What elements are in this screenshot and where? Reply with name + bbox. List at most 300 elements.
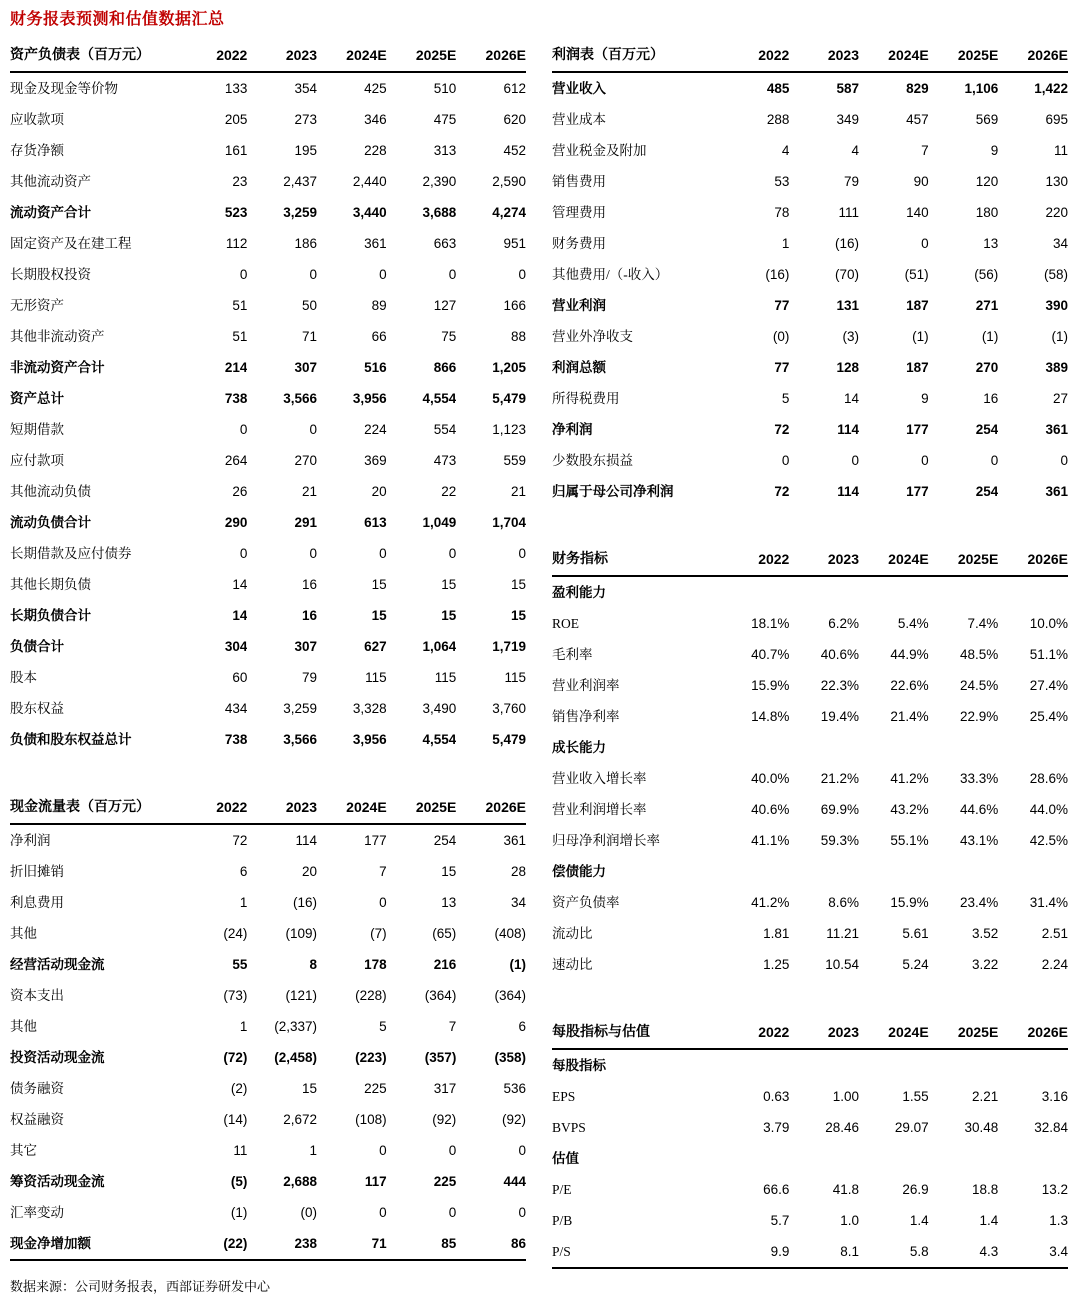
cell-value: 0 [448,1205,457,1220]
cell-value: 1.25 [763,957,790,972]
table-title: 财务指标 [552,544,720,576]
cell-value: 2.24 [1041,957,1068,972]
row-label: 营业收入 [552,81,606,96]
row-label: 其他费用/（-收入） [552,267,669,282]
row-label: 其他非流动资产 [10,329,105,344]
cell-value: 3,259 [283,205,317,220]
cell-value: 254 [975,422,999,437]
cell-value: 40.6% [820,647,859,662]
cell-value: 434 [224,701,248,716]
cell-value: 14 [232,608,248,623]
cell-value: 346 [364,112,387,127]
year-header: 2022 [178,40,248,72]
cell-value: 55.1% [890,833,929,848]
row-label: 其他流动负债 [10,484,91,499]
row-label: ROE [552,616,579,631]
cell-value: 13.2 [1041,1182,1068,1197]
year-header: 2024E [859,1017,929,1049]
cell-value: 4 [851,143,859,158]
table-columns [10,40,1068,1269]
cell-value: 0 [239,422,248,437]
cell-value [929,1143,999,1174]
cell-value: 9 [990,143,999,158]
cell-value: 612 [503,81,526,96]
table-row [552,259,1068,290]
cell-value: 131 [836,298,859,313]
cell-value: 11 [233,1143,248,1158]
year-header: 2024E [859,40,929,72]
table-row [10,166,526,197]
table-row [10,383,526,414]
cell-value: 738 [224,732,248,747]
cell-value: (7) [370,926,387,941]
table-row [552,887,1068,918]
table-income [552,40,1068,507]
cell-value: 4 [781,143,790,158]
cell-value: (92) [501,1112,526,1127]
table-row [10,569,526,600]
cell-value: 0 [781,453,790,468]
cell-value: 288 [766,112,790,127]
cell-value: 1.81 [763,926,790,941]
cell-value: 1,205 [492,360,526,375]
row-label: 股东权益 [10,701,64,716]
cell-value: 90 [913,174,929,189]
cell-value: 51 [232,329,248,344]
cell-value: 1,123 [492,422,526,437]
table-header-row [552,544,1068,576]
cell-value: 120 [975,174,999,189]
cell-value: 2.51 [1041,926,1068,941]
row-label: 其他长期负债 [10,577,91,592]
row-label: 流动资产合计 [10,205,91,220]
table-row [10,824,526,856]
cell-value: 6.2% [828,616,859,631]
cell-value: (1) [981,329,999,344]
cell-value: 2,440 [352,174,387,189]
cell-value: 224 [364,422,387,437]
cell-value: 40.7% [751,647,790,662]
cell-value: 0 [239,546,248,561]
cell-value: 425 [364,81,387,96]
cell-value: 3,566 [283,732,317,747]
cell-value [929,1049,999,1081]
table-row [10,321,526,352]
cell-value: 166 [503,298,526,313]
cell-value: 5.8 [859,1236,929,1268]
row-label: 利润总额 [552,360,606,375]
cell-value: 1 [781,236,790,251]
row-label: 其他 [10,926,37,941]
table-header-row [10,40,526,72]
row-label: 营业成本 [552,112,606,127]
cell-value: 3,440 [352,205,387,220]
row-label: P/B [552,1213,573,1228]
cell-value: 9 [921,391,929,406]
cell-value: 117 [364,1174,387,1189]
cell-value: 114 [837,484,859,499]
row-label: 每股指标 [552,1058,606,1073]
cell-value: 390 [1045,298,1068,313]
table-row [10,104,526,135]
cell-value [929,856,999,887]
cell-value: 510 [433,81,457,96]
cell-value: 89 [371,298,387,313]
cell-value: 55 [232,957,248,972]
section-row [552,576,1068,608]
cell-value: 140 [906,205,929,220]
section-row [552,856,1068,887]
year-header: 2026E [998,1017,1068,1049]
section-row [552,1143,1068,1174]
cell-value: (2,458) [274,1050,317,1065]
cell-value: (108) [355,1112,387,1127]
table-title: 每股指标与估值 [552,1017,720,1049]
table-row [10,414,526,445]
cell-value: 0 [1060,453,1068,468]
cell-value: 32.84 [1034,1120,1068,1135]
cell-value: 361 [1045,484,1068,499]
cell-value [859,732,929,763]
row-label: 估值 [552,1151,579,1166]
cell-value: 361 [1045,422,1068,437]
cell-value: 5.7 [770,1213,790,1228]
cell-value: 270 [294,453,317,468]
cell-value: 220 [1045,205,1068,220]
row-label: BVPS [552,1120,586,1135]
cell-value: 216 [433,957,457,972]
cell-value: (121) [285,988,317,1003]
cell-value: 475 [433,112,457,127]
cell-value: 130 [1045,174,1068,189]
cell-value: 21.2% [820,771,859,786]
cell-value: 14 [843,391,859,406]
row-label: 营业利润增长率 [552,802,647,817]
cell-value: 738 [224,391,248,406]
cell-value: 3,328 [352,701,387,716]
cell-value: (24) [223,926,248,941]
row-label: 资本支出 [10,988,64,1003]
cell-value: 15 [510,577,526,592]
table-row [10,1042,526,1073]
table-row [10,228,526,259]
row-label: 利息费用 [10,895,64,910]
year-header: 2022 [720,1017,790,1049]
cell-value: 523 [224,205,248,220]
cell-value: 115 [434,670,457,685]
row-label: 资产总计 [10,391,64,406]
table-header-row [10,792,526,824]
cell-value: (228) [355,988,387,1003]
section-row [552,1049,1068,1081]
cell-value: 2,437 [283,174,317,189]
cell-value [789,576,859,608]
row-label: 折旧摊销 [10,864,64,879]
cell-value: 15.9% [751,678,790,693]
cell-value: 40.0% [751,771,790,786]
cell-value: 5 [781,391,790,406]
cell-value: 28 [510,864,526,879]
row-label: 股本 [10,670,37,685]
cell-value: (22) [178,1228,248,1260]
cell-value: 21 [301,484,317,499]
row-label: 资产负债率 [552,895,620,910]
cell-value: 24.5% [960,678,999,693]
cell-value: 473 [433,453,457,468]
cell-value: (51) [904,267,929,282]
cell-value: 354 [294,81,317,96]
cell-value: (58) [1043,267,1068,282]
year-header: 2026E [456,40,526,72]
cell-value: 26 [232,484,248,499]
cell-value: 457 [906,112,929,127]
cell-value: 829 [906,81,929,96]
year-header: 2023 [247,792,317,824]
cell-value: 34 [510,895,526,910]
row-label: 管理费用 [552,205,606,220]
table-row [552,1174,1068,1205]
table-row [10,856,526,887]
cell-value: 15 [441,608,457,623]
table-row [552,763,1068,794]
table-row [10,445,526,476]
cell-value: 254 [433,833,457,848]
table-row [552,72,1068,104]
cell-value: 13 [983,236,999,251]
cell-value: (5) [230,1174,248,1189]
left-column [10,40,526,1261]
table-row [10,135,526,166]
cell-value: 2,590 [492,174,526,189]
cell-value: 1,704 [492,515,526,530]
cell-value: 177 [906,422,929,437]
cell-value [998,856,1068,887]
table-row [10,724,526,755]
year-header: 2024E [859,544,929,576]
table-row [552,1081,1068,1112]
cell-value: 3.52 [972,926,999,941]
row-label: 少数股东损益 [552,453,633,468]
cell-value: 20 [371,484,387,499]
cell-value: 6 [239,864,248,879]
row-label: 归属于母公司净利润 [552,484,674,499]
year-header: 2023 [789,544,859,576]
table-row [552,608,1068,639]
cell-value: 5,479 [492,391,526,406]
table-row [552,352,1068,383]
row-label: 负债合计 [10,639,64,654]
cell-value: 72 [774,422,790,437]
cell-value: 270 [975,360,999,375]
cell-value: 485 [766,81,790,96]
cell-value: 0 [239,267,248,282]
cell-value: 3,956 [352,391,387,406]
cell-value: 3.4 [998,1236,1068,1268]
cell-value: 225 [364,1081,387,1096]
cell-value: 2.21 [972,1089,999,1104]
row-label: 存货净额 [10,143,64,158]
row-label: 销售净利率 [552,709,620,724]
cell-value: 3,688 [422,205,457,220]
cell-value [998,1143,1068,1174]
table-row [10,352,526,383]
cell-value: 115 [504,670,526,685]
cell-value: 51 [232,298,248,313]
cell-value: 0 [851,453,859,468]
table-row [552,290,1068,321]
cell-value: 5.24 [902,957,929,972]
cell-value: 59.3% [820,833,859,848]
row-label: 长期股权投资 [10,267,91,282]
cell-value [720,1143,790,1174]
cell-value: 15.9% [890,895,929,910]
cell-value: 3,490 [422,701,457,716]
row-label: 债务融资 [10,1081,64,1096]
cell-value: 66.6 [763,1182,790,1197]
cell-value: 4,554 [422,732,457,747]
cell-value: 389 [1045,360,1068,375]
cell-value: 7 [379,864,387,879]
row-label: 盈利能力 [552,585,606,600]
cell-value [998,1049,1068,1081]
cell-value: 5 [379,1019,387,1034]
cell-value: (2) [230,1081,248,1096]
cell-value: (2,337) [274,1019,317,1034]
cell-value: 225 [433,1174,457,1189]
cell-value: 13 [441,895,457,910]
cell-value: 0 [448,1143,457,1158]
cell-value: 8.1 [789,1236,859,1268]
cell-value: (16) [765,267,790,282]
page-title: 财务报表预测和估值数据汇总 [10,11,225,28]
cell-value: (0) [772,329,790,344]
cell-value: 177 [906,484,929,499]
cell-value: 53 [774,174,790,189]
table-row [552,476,1068,507]
cell-value: 15 [301,1081,317,1096]
cell-value: 19.4% [820,709,859,724]
cell-value: 0.63 [763,1089,790,1104]
cell-value: 69.9% [820,802,859,817]
cell-value: 663 [433,236,457,251]
table-row [10,918,526,949]
cell-value: 0 [309,546,317,561]
table-row [10,693,526,724]
row-label: 财务费用 [552,236,606,251]
cell-value: 0 [518,546,526,561]
source-note: 数据来源：公司财务报表，西部证券研发中心 [10,1279,271,1294]
cell-value: (0) [300,1205,317,1220]
row-label: 投资活动现金流 [10,1050,105,1065]
cell-value: 33.3% [960,771,999,786]
row-label: 筹资活动现金流 [10,1174,105,1189]
table-row [552,1236,1068,1268]
cell-value: 613 [364,515,387,530]
cell-value: 177 [364,833,387,848]
cell-value: 361 [364,236,387,251]
cell-value: 2,672 [283,1112,317,1127]
cell-value: 21 [510,484,526,499]
cell-value: 187 [906,360,929,375]
cell-value: 0 [921,453,929,468]
cell-value: 0 [921,236,929,251]
cell-value: 271 [975,298,999,313]
cell-value: 695 [1045,112,1068,127]
cell-value: 88 [510,329,526,344]
table-row [10,507,526,538]
cell-value: 304 [224,639,248,654]
cell-value: 41.8 [832,1182,859,1197]
cell-value: 72 [232,833,248,848]
row-label: 营业税金及附加 [552,143,647,158]
cell-value: 1,049 [422,515,457,530]
cell-value: 41.2% [751,895,790,910]
cell-value: 187 [906,298,929,313]
cell-value: 66 [371,329,387,344]
cell-value: 42.5% [1029,833,1068,848]
cell-value: 238 [247,1228,317,1260]
cell-value: 34 [1052,236,1068,251]
cell-value: 0 [379,895,387,910]
cell-value: 1.4 [909,1213,929,1228]
table-row [10,1073,526,1104]
cell-value: (70) [834,267,859,282]
cell-value: 3.22 [972,957,999,972]
cell-value: 3,956 [352,732,387,747]
cell-value: 2,688 [283,1174,317,1189]
row-label: 净利润 [552,422,593,437]
cell-value [929,576,999,608]
cell-value [720,856,790,887]
cell-value: 7 [448,1019,457,1034]
cell-value: 29.07 [894,1120,929,1135]
cell-value: 620 [503,112,526,127]
cell-value: 14.8% [751,709,790,724]
row-label: 固定资产及在建工程 [10,236,132,251]
cell-value: 1.0 [840,1213,859,1228]
cell-value: 307 [294,360,317,375]
row-label: 现金净增加额 [10,1228,178,1260]
row-label: 销售费用 [552,174,606,189]
row-label: 所得税费用 [552,391,620,406]
cell-value: 26.9 [902,1182,929,1197]
cell-value: 1 [239,895,248,910]
cell-value: 4.3 [929,1236,999,1268]
year-header: 2025E [929,40,999,72]
cell-value: 78 [774,205,790,220]
cell-value: 0 [379,267,387,282]
cell-value: 5.61 [902,926,929,941]
row-label: 营业收入增长率 [552,771,647,786]
table-balance_sheet [10,40,526,755]
year-header: 2026E [456,792,526,824]
cell-value: 866 [433,360,457,375]
cell-value [998,576,1068,608]
cell-value: 79 [843,174,859,189]
cell-value: (109) [285,926,317,941]
row-label: 速动比 [552,957,593,972]
cell-value: 4,554 [422,391,457,406]
cell-value: 133 [224,81,248,96]
table-row [552,445,1068,476]
cell-value: 79 [301,670,317,685]
cell-value: 264 [224,453,248,468]
cell-value: 0 [518,1143,526,1158]
year-header: 2025E [387,792,457,824]
cell-value: 1,422 [1034,81,1068,96]
cell-value: 195 [294,143,317,158]
row-label: 汇率变动 [10,1205,64,1220]
